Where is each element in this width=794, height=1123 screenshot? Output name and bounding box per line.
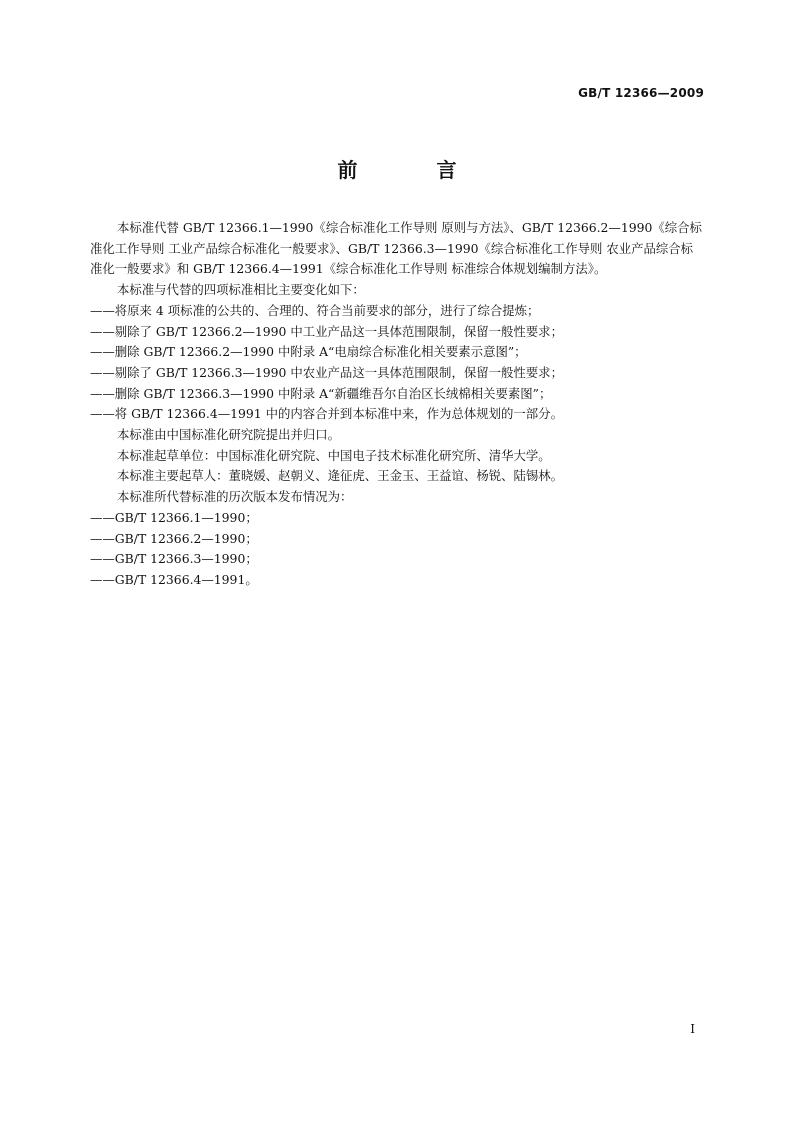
page-title: 前 言 (337, 158, 493, 182)
paragraph-replacement: 本标准代替 GB/T 12366.1—1990《综合标准化工作导则 原则与方法》、GB/T 12366.2—1990《综合标准化工作导则 工业产品综合标准化一般要求》、GB/T 12366.3—1990《综合标准化工作导则 农业产品综合标准化一般要求》和 GB/T 12366.4—1991《综合标准化工作导则 标准综合体规划编制方法》。 (90, 220, 702, 277)
change-item: ——将 GB/T 12366.4—1991 中的内容合并到本标准中来，作为总体规划的一部分。 (90, 406, 563, 422)
change-item: ——将原来 4 项标准的公共的、合理的、符合当前要求的部分，进行了综合提炼； (90, 302, 540, 318)
change-item: ——剔除了 GB/T 12366.3—1990 中农业产品这一具体范围限制，保留一般性要求； (90, 364, 563, 380)
paragraph-changes-intro: 本标准与代替的四项标准相比主要变化如下： (117, 282, 365, 298)
page-number: I (690, 1022, 695, 1036)
history-item: ——GB/T 12366.2—1990； (90, 530, 258, 546)
change-item: ——剔除了 GB/T 12366.2—1990 中工业产品这一具体范围限制，保留一般性要求； (90, 323, 563, 339)
history-item: ——GB/T 12366.3—1990； (90, 551, 258, 567)
foreword-body (90, 218, 704, 591)
paragraph-proposer: 本标准由中国标准化研究院提出并归口。 (117, 427, 341, 443)
change-item: ——删除 GB/T 12366.3—1990 中附录 A“新疆维吾尔自治区长绒棉相关要素图”； (90, 385, 552, 401)
paragraph-history-intro: 本标准所代替标准的历次版本发布情况为： (117, 489, 353, 505)
history-item: ——GB/T 12366.1—1990； (90, 509, 258, 525)
paragraph-drafters: 本标准主要起草人：董晓媛、赵朝义、逄征虎、王金玉、王益谊、杨锐、陆锡林。 (117, 468, 564, 484)
standard-number: GB/T 12366—2009 (578, 86, 704, 100)
change-item: ——删除 GB/T 12366.2—1990 中附录 A“电扇综合标准化相关要素示意图”； (90, 344, 527, 360)
paragraph-drafting-units: 本标准起草单位：中国标准化研究院、中国电子技术标准化研究所、清华大学。 (117, 447, 551, 463)
history-item: ——GB/T 12366.4—1991。 (90, 571, 258, 587)
